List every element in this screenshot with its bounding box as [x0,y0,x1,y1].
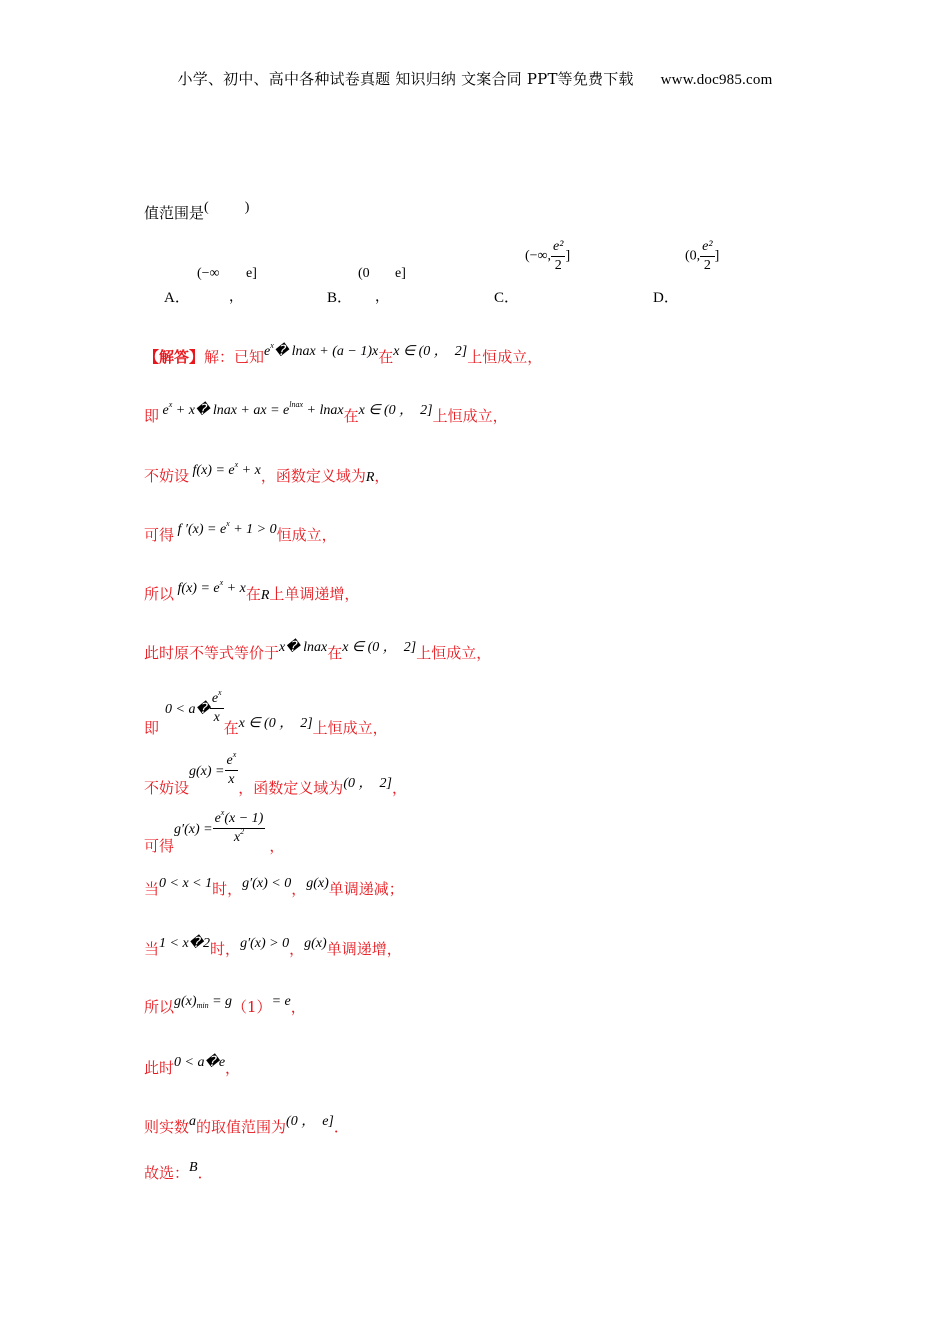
solution-line-2: 即 $e^x$ + x� lnax + ax = $e^{lnax}$ + lnax在x ∈ (0 ， 2]上恒成立， [144,400,508,425]
solution-line-8: 不妨设g(x) = $\frac{e^x}{x}$ ，函数定义域为(0 ， 2]， [144,750,407,797]
solution-line-10: 当0 < x < 1时，g′(x) < 0，g(x)单调递减； [144,876,404,898]
solution-line-14: 则实数a的取值范围为(0 ， e]． [144,1114,349,1136]
solution-line-4: 可得 f $'(x) = e^x + 1 > 0$恒成立， [144,519,337,544]
solution-line-11: 当1 < x�2时，g′(x) > 0，g(x)单调递增， [144,936,402,958]
solution-line-9: 可得g′(x) = $\frac{e^x(x - 1)}{x^2}$ ， [144,808,285,855]
solution-line-15: 故选：B． [144,1160,213,1182]
solution-line-1: 【解答】解：已知$e^x�$ lnax + (a − 1)x在x ∈ (0 ， 2]上恒成立， [144,341,543,366]
solution-line-6: 此时原不等式等价于x� lnax在x ∈ (0 ， 2]上恒成立， [144,640,492,662]
solution-line-3: 不妨设 $f(x) = e^x + x$，函数定义域为R， [144,460,390,485]
answer-choice: B [189,1160,198,1175]
page-header [0,68,950,89]
header-url: www.doc985.com [660,72,773,88]
solution-line-12: 所以$g(x)_{min} = g(1)= e$， [144,994,306,1016]
question-intro: 值范围是( ) [144,200,250,222]
solution-line-7: 即0 < a� $\frac{e^x}{x}$ 在x ∈ (0 ， 2]上恒成立， [144,688,388,737]
solution-line-13: 此时0 < a�e， [144,1055,241,1077]
solution-line-5: 所以 $f(x) = e^x + x$在R上单调递增， [144,578,360,603]
header-text: 小学、初中、高中各种试卷真题 知识归纳 文案合同 PPT等免费下载 [177,70,634,88]
answer-tag: 【解答】 [144,348,205,366]
